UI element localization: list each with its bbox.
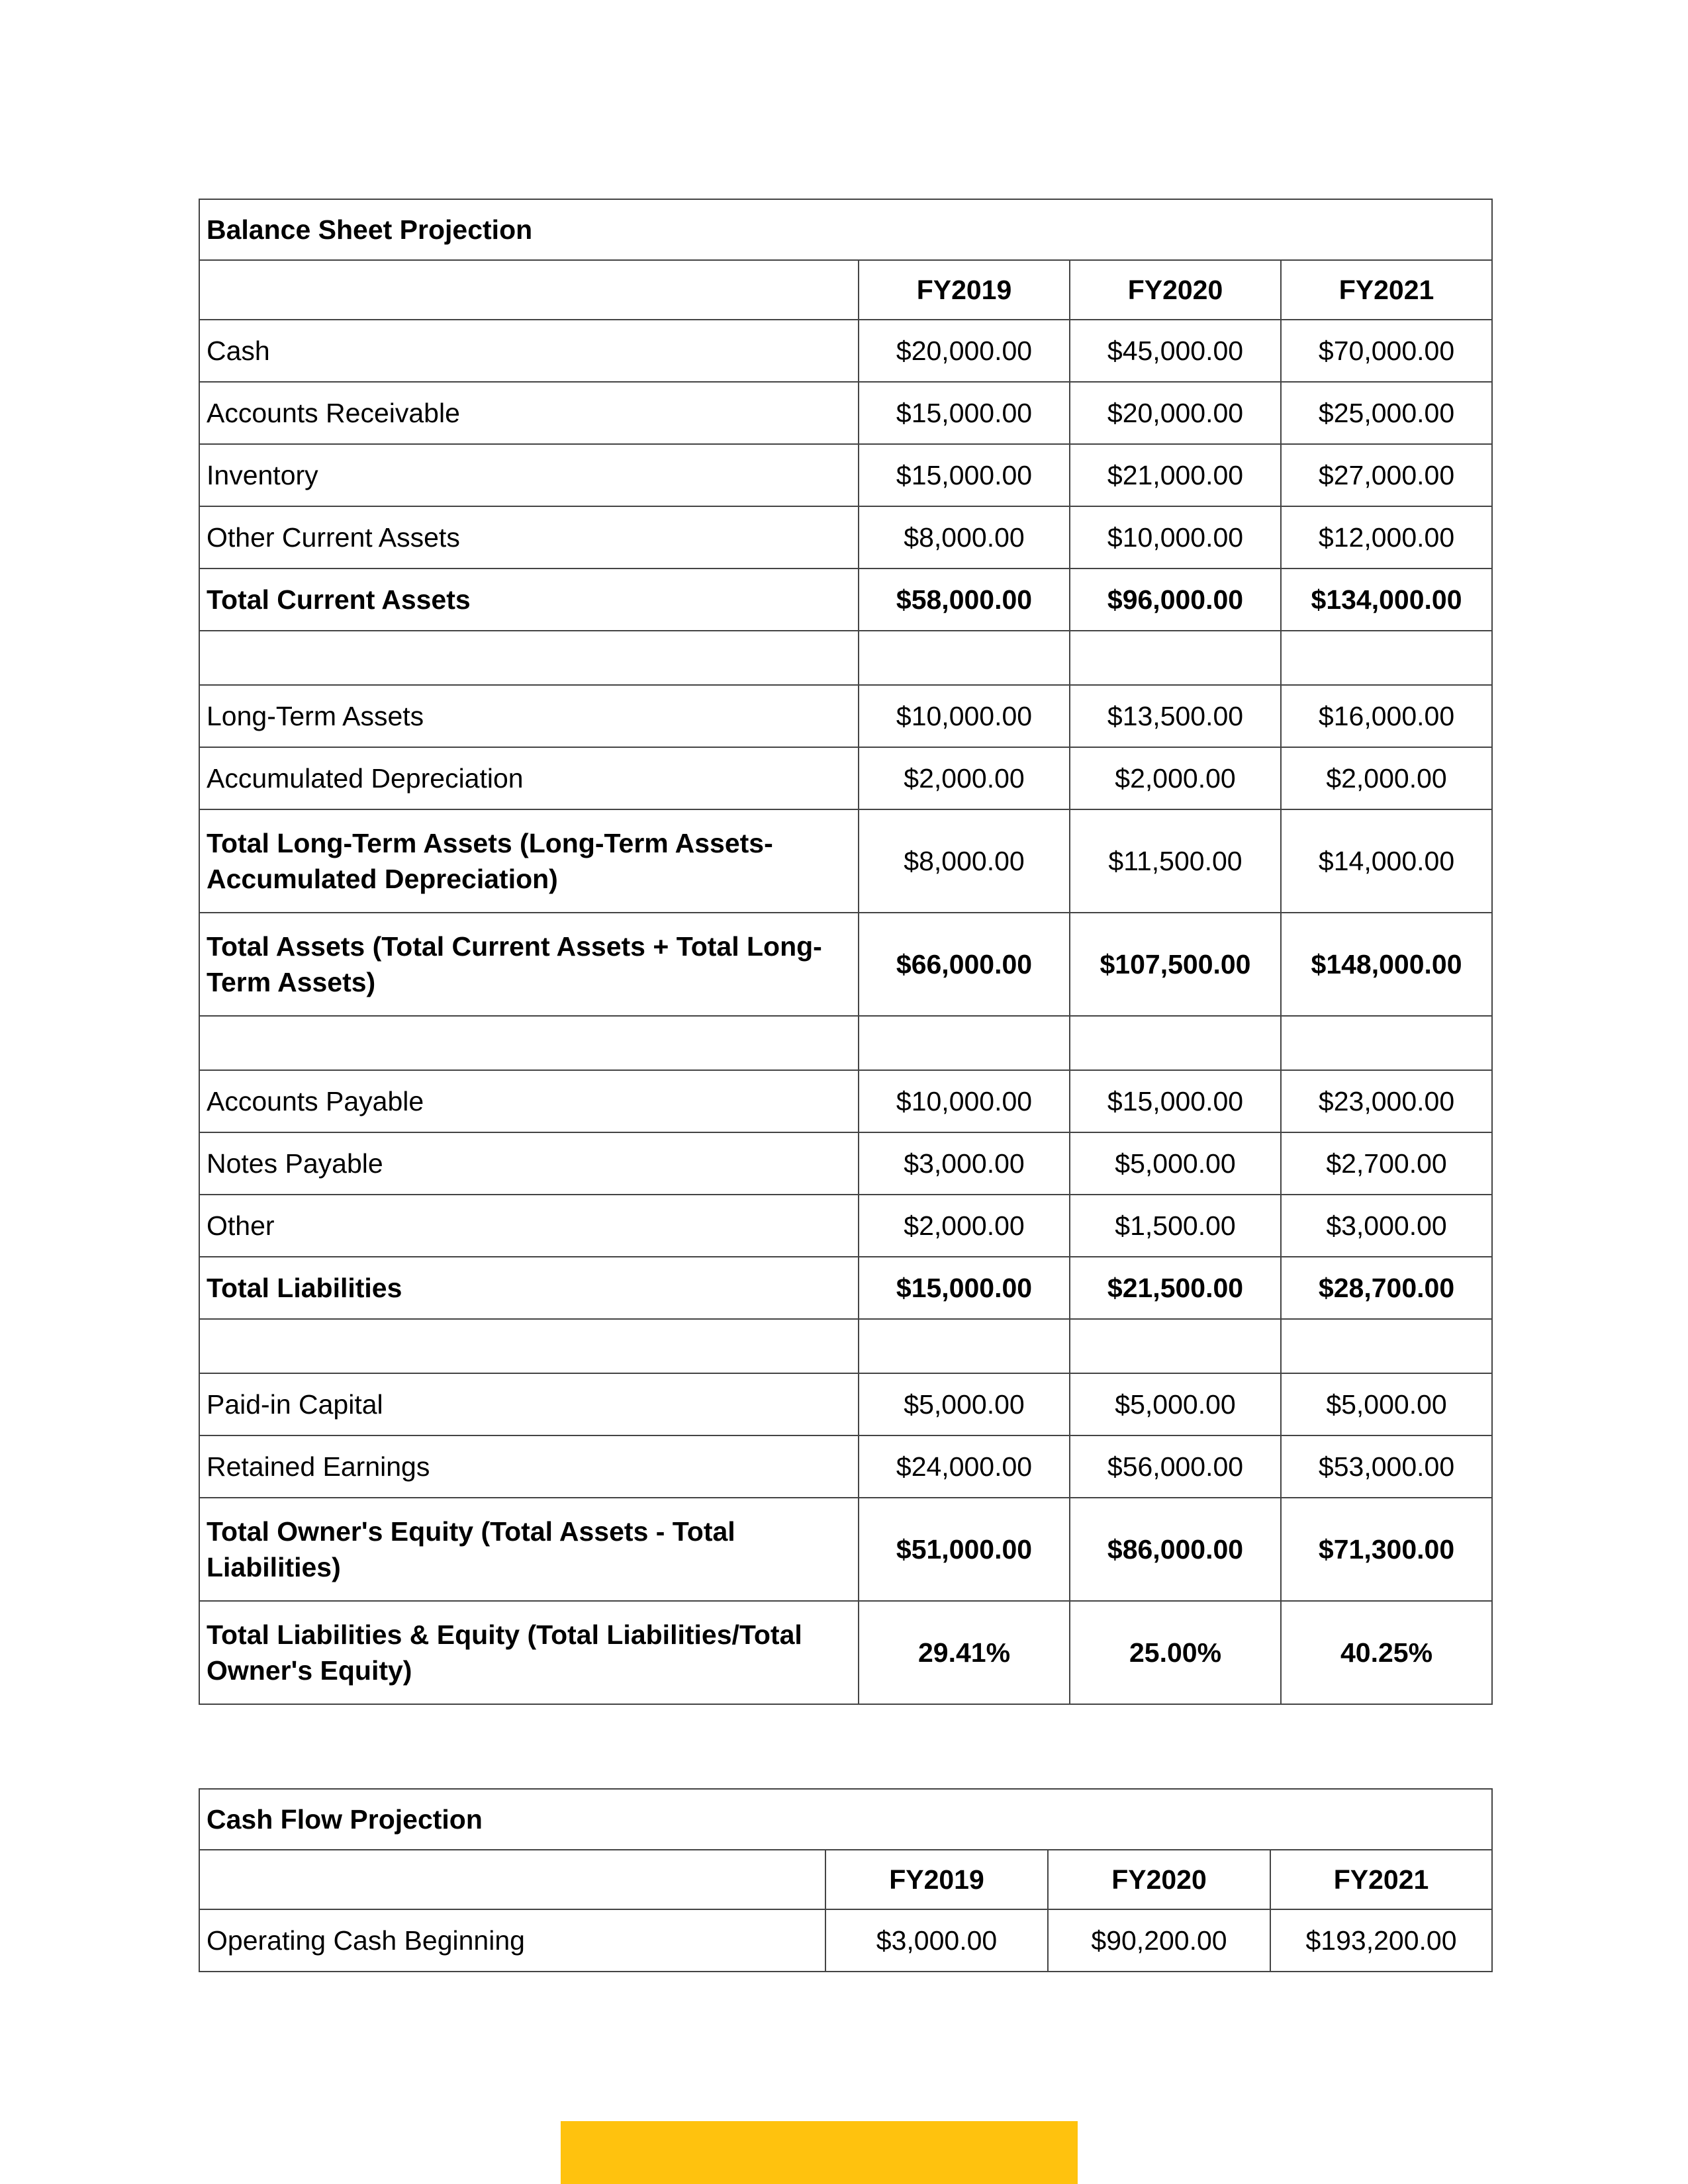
- value-cell-fy2021: $5,000.00: [1281, 1373, 1492, 1435]
- row-label-notes-payable: Notes Payable: [199, 1132, 859, 1195]
- value-cell-fy2021: $3,000.00: [1281, 1195, 1492, 1257]
- row-label-long-term-assets: Long-Term Assets: [199, 685, 859, 747]
- balance-sheet-table: [199, 199, 1493, 1705]
- spacer-cell: [859, 1319, 1070, 1373]
- table-row: [199, 1909, 1492, 1972]
- value-cell-fy2020: $11,500.00: [1070, 809, 1281, 913]
- row-label-total-current-assets: Total Current Assets: [199, 569, 859, 631]
- value-cell-fy2021: $71,300.00: [1281, 1498, 1492, 1601]
- value-cell-fy2021: $16,000.00: [1281, 685, 1492, 747]
- row-label-paid-in-capital: Paid-in Capital: [199, 1373, 859, 1435]
- value-cell-fy2021: $12,000.00: [1281, 506, 1492, 569]
- header-blank-cell: [199, 260, 859, 320]
- row-label-inventory: Inventory: [199, 444, 859, 506]
- spacer-row: [199, 631, 1492, 685]
- value-cell-fy2019: $2,000.00: [859, 747, 1070, 809]
- header-blank-cell: [199, 1850, 825, 1909]
- table-row: [199, 1601, 1492, 1704]
- value-cell-fy2019: $8,000.00: [859, 506, 1070, 569]
- table-row: [199, 320, 1492, 382]
- value-cell-fy2021: $2,700.00: [1281, 1132, 1492, 1195]
- value-cell-fy2019: $24,000.00: [859, 1435, 1070, 1498]
- row-label-total-assets-total-current-assets-total-: Total Assets (Total Current Assets + Total Long-Term Assets): [199, 913, 859, 1016]
- value-cell-fy2019: $58,000.00: [859, 569, 1070, 631]
- value-cell-fy2020: $20,000.00: [1070, 382, 1281, 444]
- spacer-cell: [199, 1016, 859, 1070]
- table-row: [199, 1435, 1492, 1498]
- row-label-total-owner-s-equity-total-assets-total-: Total Owner's Equity (Total Assets - Total Liabilities): [199, 1498, 859, 1601]
- table-row: [199, 1195, 1492, 1257]
- spacer-cell: [859, 1016, 1070, 1070]
- spacer-cell: [1281, 631, 1492, 685]
- value-cell-fy2020: $45,000.00: [1070, 320, 1281, 382]
- column-header-fy2021: FY2021: [1270, 1850, 1492, 1909]
- row-label-other-current-assets: Other Current Assets: [199, 506, 859, 569]
- value-cell-fy2019: $2,000.00: [859, 1195, 1070, 1257]
- cash-flow-title: Cash Flow Projection: [199, 1789, 1492, 1850]
- table-row: [199, 1132, 1492, 1195]
- spacer-cell: [1070, 1016, 1281, 1070]
- table-row: [199, 1373, 1492, 1435]
- value-cell-fy2020: $15,000.00: [1070, 1070, 1281, 1132]
- value-cell-fy2019: $8,000.00: [859, 809, 1070, 913]
- value-cell-fy2021: $148,000.00: [1281, 913, 1492, 1016]
- spacer-cell: [199, 631, 859, 685]
- spacer-cell: [1281, 1319, 1492, 1373]
- table-row: [199, 1257, 1492, 1319]
- column-header-fy2021: FY2021: [1281, 260, 1492, 320]
- value-cell-fy2020: $5,000.00: [1070, 1132, 1281, 1195]
- value-cell-fy2019: $3,000.00: [859, 1132, 1070, 1195]
- cash-flow-table: [199, 1788, 1493, 1972]
- value-cell-fy2021: $2,000.00: [1281, 747, 1492, 809]
- value-cell-fy2019: $15,000.00: [859, 444, 1070, 506]
- value-cell-fy2019: $66,000.00: [859, 913, 1070, 1016]
- value-cell-fy2021: $53,000.00: [1281, 1435, 1492, 1498]
- value-cell-fy2020: $21,000.00: [1070, 444, 1281, 506]
- value-cell-fy2020: $96,000.00: [1070, 569, 1281, 631]
- value-cell-fy2019: $10,000.00: [859, 685, 1070, 747]
- column-header-fy2020: FY2020: [1048, 1850, 1270, 1909]
- table-row: [199, 809, 1492, 913]
- spacer-cell: [199, 1319, 859, 1373]
- table-row: [199, 1498, 1492, 1601]
- table-row: [199, 685, 1492, 747]
- spacer-cell: [1070, 631, 1281, 685]
- value-cell-fy2020: 25.00%: [1070, 1601, 1281, 1704]
- value-cell-fy2020: $13,500.00: [1070, 685, 1281, 747]
- value-cell-fy2019: $3,000.00: [825, 1909, 1048, 1972]
- value-cell-fy2021: $25,000.00: [1281, 382, 1492, 444]
- column-header-fy2020: FY2020: [1070, 260, 1281, 320]
- value-cell-fy2021: $193,200.00: [1270, 1909, 1492, 1972]
- footer-accent-bar: [561, 2121, 1078, 2184]
- value-cell-fy2020: $21,500.00: [1070, 1257, 1281, 1319]
- value-cell-fy2020: $2,000.00: [1070, 747, 1281, 809]
- row-label-other: Other: [199, 1195, 859, 1257]
- row-label-retained-earnings: Retained Earnings: [199, 1435, 859, 1498]
- column-header-fy2019: FY2019: [859, 260, 1070, 320]
- value-cell-fy2019: $15,000.00: [859, 382, 1070, 444]
- value-cell-fy2019: 29.41%: [859, 1601, 1070, 1704]
- table-row: [199, 444, 1492, 506]
- table-row: [199, 569, 1492, 631]
- value-cell-fy2020: $5,000.00: [1070, 1373, 1281, 1435]
- value-cell-fy2021: 40.25%: [1281, 1601, 1492, 1704]
- value-cell-fy2020: $56,000.00: [1070, 1435, 1281, 1498]
- value-cell-fy2021: $28,700.00: [1281, 1257, 1492, 1319]
- value-cell-fy2021: $70,000.00: [1281, 320, 1492, 382]
- row-label-total-liabilities-equity-total-liabiliti: Total Liabilities & Equity (Total Liabilities/Total Owner's Equity): [199, 1601, 859, 1704]
- table-row: [199, 913, 1492, 1016]
- table-row: [199, 1070, 1492, 1132]
- balance-sheet-title: Balance Sheet Projection: [199, 199, 1492, 260]
- spacer-row: [199, 1319, 1492, 1373]
- row-label-operating-cash-beginning: Operating Cash Beginning: [199, 1909, 825, 1972]
- value-cell-fy2019: $15,000.00: [859, 1257, 1070, 1319]
- value-cell-fy2021: $23,000.00: [1281, 1070, 1492, 1132]
- column-header-fy2019: FY2019: [825, 1850, 1048, 1909]
- value-cell-fy2020: $10,000.00: [1070, 506, 1281, 569]
- value-cell-fy2021: $14,000.00: [1281, 809, 1492, 913]
- value-cell-fy2020: $1,500.00: [1070, 1195, 1281, 1257]
- value-cell-fy2021: $134,000.00: [1281, 569, 1492, 631]
- spacer-cell: [1070, 1319, 1281, 1373]
- value-cell-fy2019: $51,000.00: [859, 1498, 1070, 1601]
- row-label-accumulated-depreciation: Accumulated Depreciation: [199, 747, 859, 809]
- value-cell-fy2020: $107,500.00: [1070, 913, 1281, 1016]
- table-row: [199, 506, 1492, 569]
- table-row: [199, 382, 1492, 444]
- row-label-total-long-term-assets-long-term-assets-: Total Long-Term Assets (Long-Term Assets-Accumulated Depreciation): [199, 809, 859, 913]
- row-label-total-liabilities: Total Liabilities: [199, 1257, 859, 1319]
- spacer-cell: [859, 631, 1070, 685]
- row-label-accounts-receivable: Accounts Receivable: [199, 382, 859, 444]
- spacer-row: [199, 1016, 1492, 1070]
- value-cell-fy2020: $86,000.00: [1070, 1498, 1281, 1601]
- table-row: [199, 747, 1492, 809]
- value-cell-fy2021: $27,000.00: [1281, 444, 1492, 506]
- value-cell-fy2020: $90,200.00: [1048, 1909, 1270, 1972]
- row-label-cash: Cash: [199, 320, 859, 382]
- value-cell-fy2019: $10,000.00: [859, 1070, 1070, 1132]
- value-cell-fy2019: $20,000.00: [859, 320, 1070, 382]
- row-label-accounts-payable: Accounts Payable: [199, 1070, 859, 1132]
- value-cell-fy2019: $5,000.00: [859, 1373, 1070, 1435]
- spacer-cell: [1281, 1016, 1492, 1070]
